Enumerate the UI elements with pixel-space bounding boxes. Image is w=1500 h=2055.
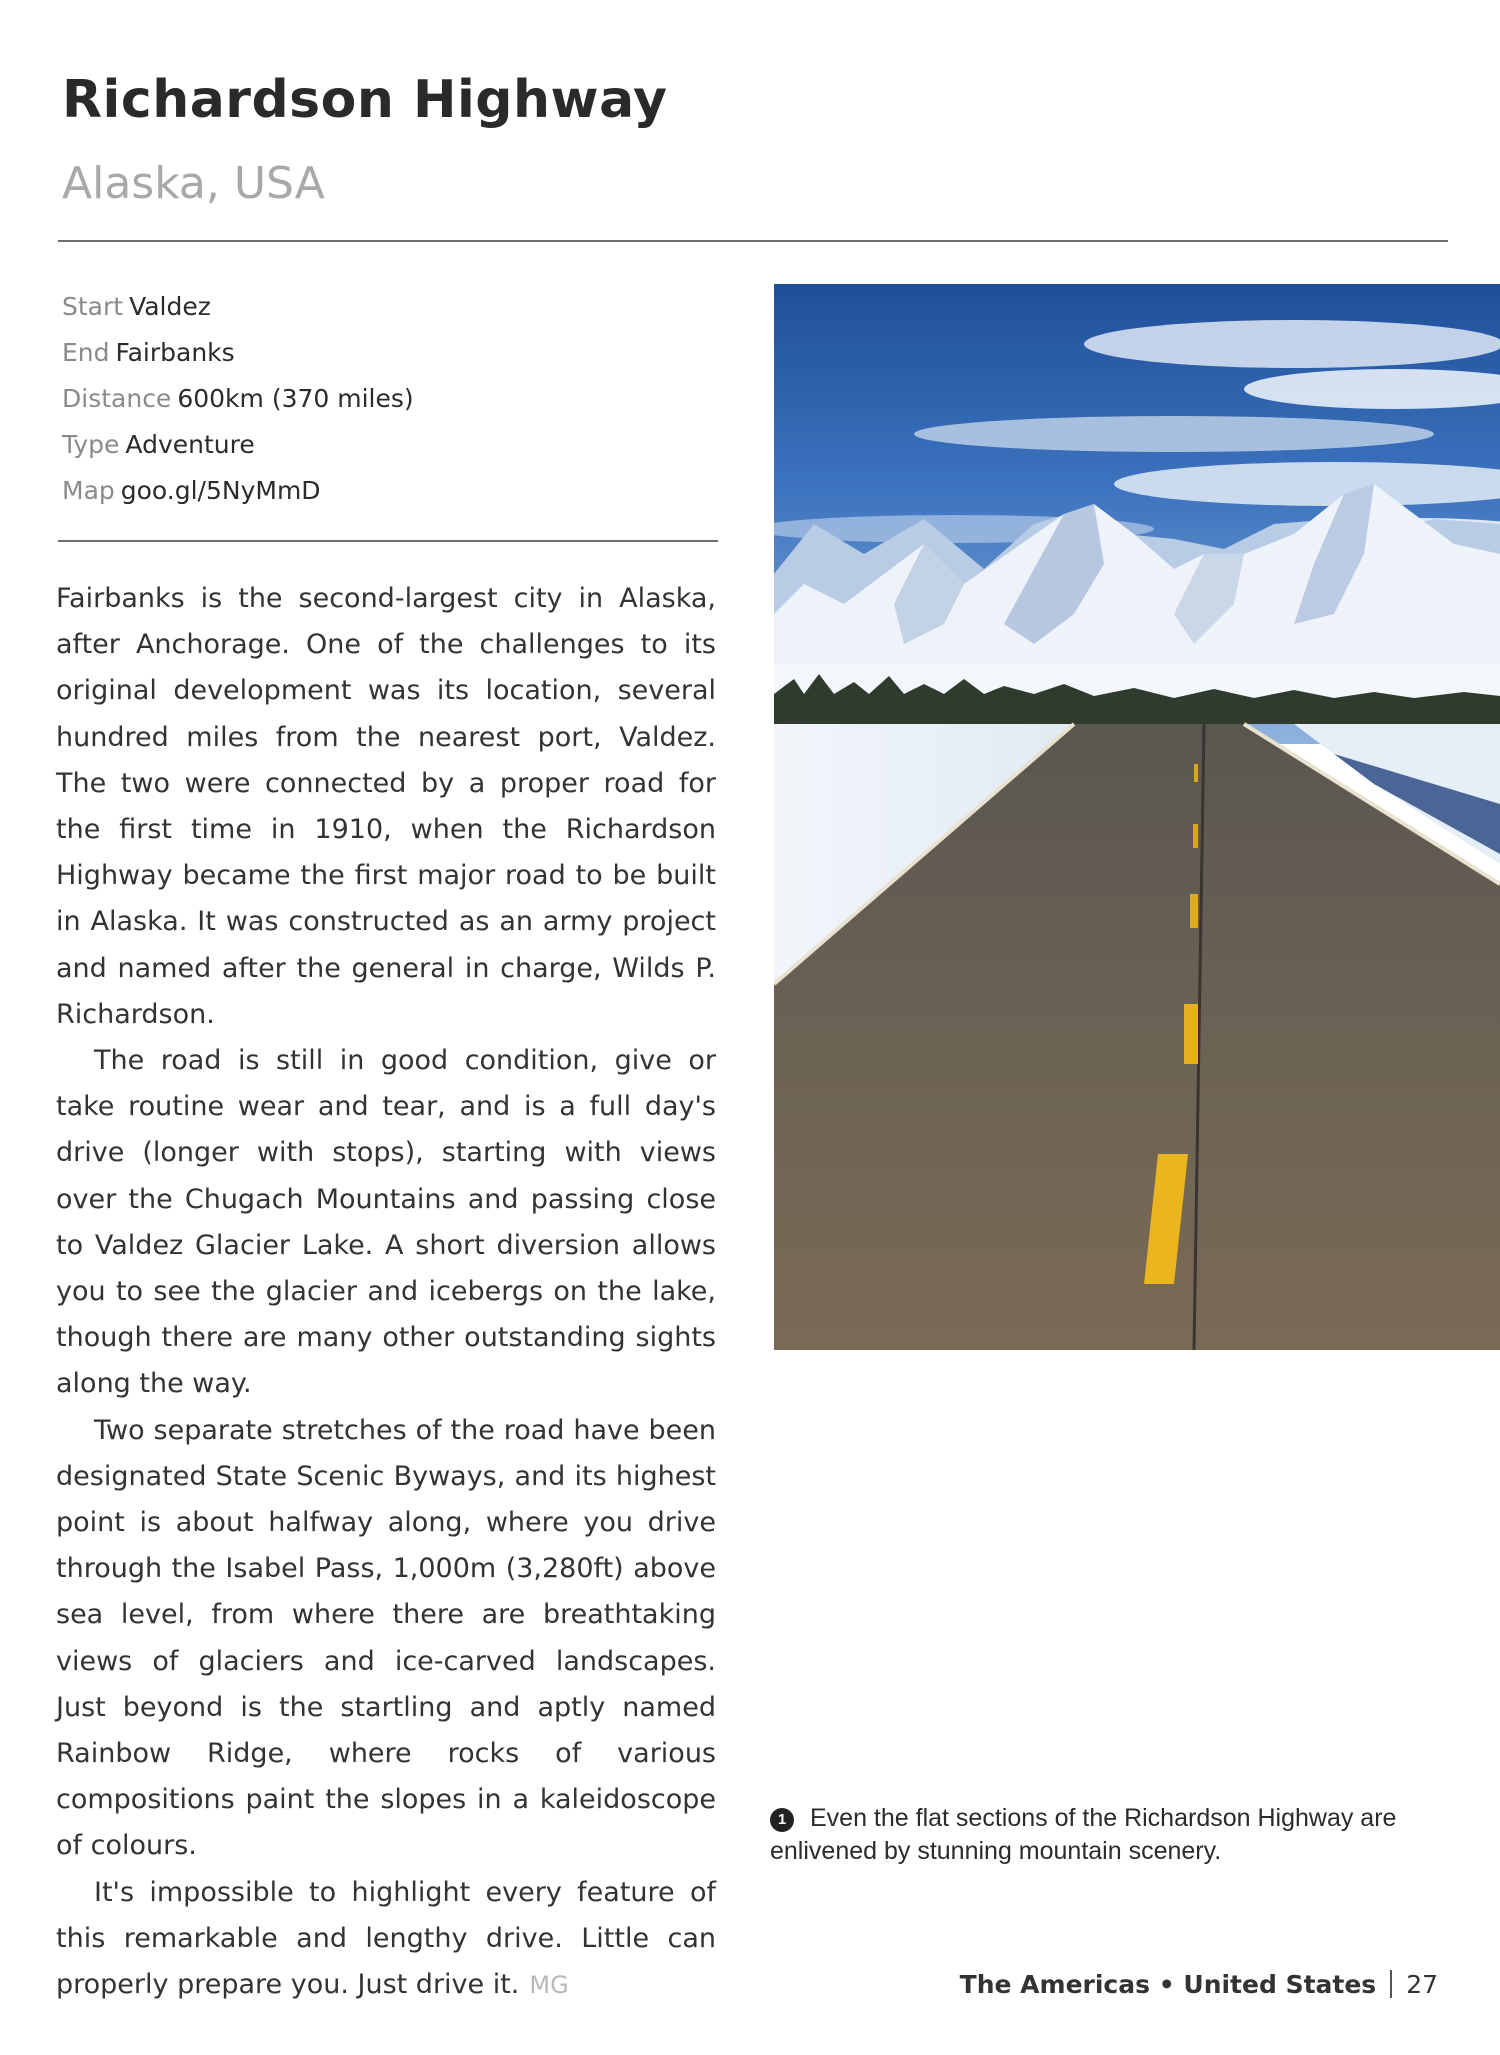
fact-label: Map xyxy=(62,476,115,505)
fact-value: goo.gl/5NyMmD xyxy=(120,476,321,505)
fact-label: Distance xyxy=(62,384,172,413)
page-subtitle: Alaska, USA xyxy=(62,158,325,209)
fact-value: Adventure xyxy=(125,430,255,459)
caption-marker-icon: 1 xyxy=(770,1808,794,1832)
paragraph-1: Fairbanks is the second-largest city in Alaska, after Anchorage. One of the challenges to its original development was its location, several hundred miles from the nearest port, Valdez. The two were connected by a proper road for the first time in 1910, when the Richardson Highway became the first major road to be built in Alaska. It was constructed as an army project and named after the general in charge, Wilds P. Richardson. xyxy=(56,583,716,1030)
top-divider xyxy=(58,240,1448,242)
fact-list xyxy=(62,284,712,514)
page-title: Richardson Highway xyxy=(62,70,668,130)
fact-label: Start xyxy=(62,292,124,321)
fact-label: End xyxy=(62,338,110,367)
fact-end xyxy=(62,330,712,376)
paragraph-2: The road is still in good condition, give or take routine wear and tear, and is a full day's drive (longer with stops), starting with views over the Chugach Mountains and passing close to Valdez Glacier Lake. A short diversion allows you to see the glacier and icebergs on the lake, though there are many other outstanding sights along the way. xyxy=(56,1045,716,1400)
paragraph-4-text: It's impossible to highlight every feature of this remarkable and lengthy drive. Little can properly prepare you. Just drive it. xyxy=(56,1876,716,2001)
fact-value: 600km (370 miles) xyxy=(177,384,414,413)
fact-value: Fairbanks xyxy=(115,338,235,367)
paragraph-3: Two separate stretches of the road have been designated State Scenic Byways, and its highest point is about halfway along, where you drive through the Isabel Pass, 1,000m (3,280ft) above sea level, from where there are breathtaking views of glaciers and ice-carved landscapes. Just beyond is the startling and aptly named Rainbow Ridge, where rocks of various compositions paint the slopes in a kaleidoscope of colours. xyxy=(56,1414,716,1862)
facts-divider xyxy=(58,540,718,542)
caption-text: Even the flat sections of the Richardson Highway are enlivened by stunning mountain scenery. xyxy=(770,1804,1397,1865)
fact-distance xyxy=(62,376,712,422)
article-body xyxy=(56,576,716,2008)
paragraph-4 xyxy=(56,1870,716,2009)
snowy-mountain-road-photo xyxy=(774,284,1500,1350)
fact-value: Valdez xyxy=(129,292,211,321)
author-byline: MG xyxy=(529,1971,569,2000)
page-number: 27 xyxy=(1406,1970,1438,1999)
footer-separator xyxy=(1390,1970,1392,1998)
fact-start xyxy=(62,284,712,330)
fact-type xyxy=(62,422,712,468)
fact-label: Type xyxy=(62,430,120,459)
page-footer xyxy=(960,1970,1438,1999)
footer-section: The Americas • United States xyxy=(959,1970,1377,1999)
fact-map xyxy=(62,468,712,514)
photo-caption xyxy=(770,1802,1460,1868)
